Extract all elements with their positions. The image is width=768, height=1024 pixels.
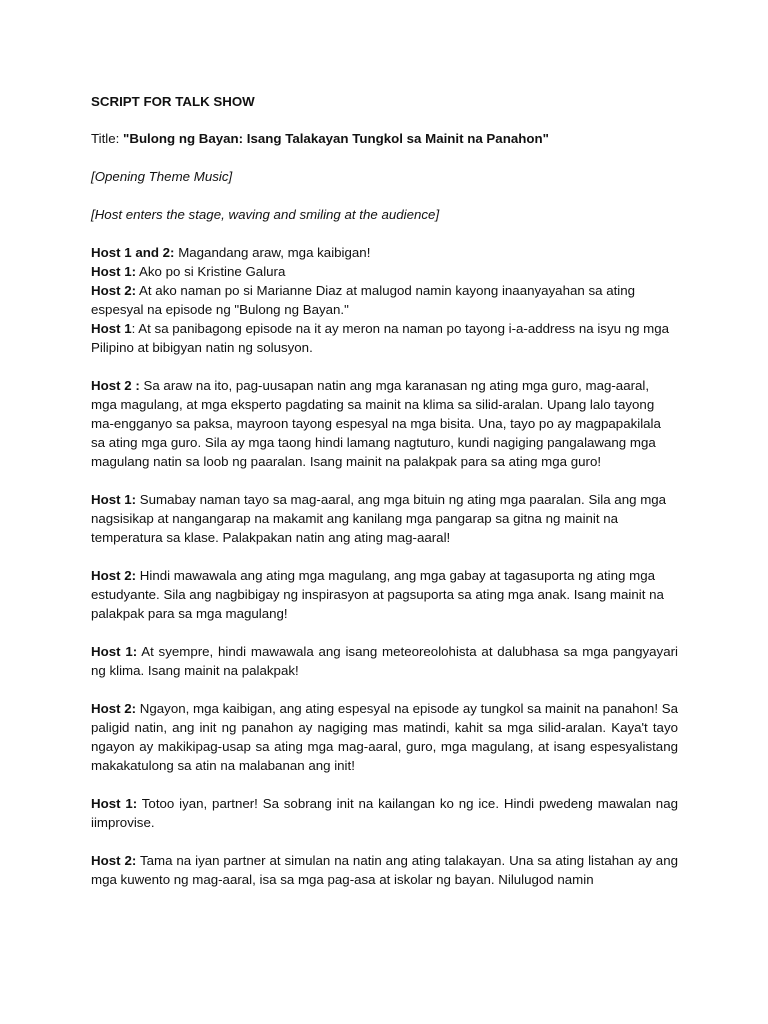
dialogue-paragraph [91, 642, 678, 680]
dialogue-paragraph [91, 490, 678, 547]
dialogue-text: Ako po si Kristine Galura [136, 264, 286, 279]
speaker-label: Host 2: [91, 568, 137, 583]
dialogue-text: Totoo iyan, partner! Sa sobrang init na kailangan ko ng ice. Hindi pwedeng mawalan nag iimprovise. [91, 796, 678, 830]
speaker-label: Host 1: [91, 796, 138, 811]
dialogue-line [91, 262, 678, 281]
dialogue-paragraph [91, 794, 678, 832]
dialogue-text: Tama na iyan partner at simulan na natin ang ating talakayan. Una sa ating listahan ay ang mga kuwento ng mag-aaral, isa sa mga pag-asa at iskolar ng bayan. Nilulugod namin [91, 853, 678, 887]
stage-direction-opening: [Opening Theme Music] [91, 169, 233, 184]
dialogue-paragraph [91, 699, 678, 775]
dialogue-line [91, 281, 678, 319]
dialogue-paragraph [91, 566, 678, 623]
title-label: Title [91, 131, 116, 146]
dialogue-text: Sumabay naman tayo sa mag-aaral, ang mga bituin ng ating mga paaralan. Sila ang mga nagsisikap at nangangarap na makamit ang kanilang mga pangarap sa gitna ng mainit na temperatura sa klase. Palakpakan natin ang ating mag-aaral! [91, 492, 667, 545]
dialogue-text: Sa araw na ito, pag-uusapan natin ang mga karanasan ng ating mga guro, mag-aaral, mga magulang, at mga eksperto pagdating sa mainit na klima sa silid-aralan. Upang lalo tayong ma-engganyo sa paksa, mayroon tayong espesyal na mga bisita. Una, tayo po ay magpapakilala sa ating mga guro. Sila ay mga taong hindi lamang nagtuturo, kundi nagiging pangalawang mga magulang natin sa loob ng paaralan. Isang mainit na palakpak para sa ating mga guro! [91, 378, 661, 469]
script-page [91, 92, 678, 908]
dialogue-text: Ngayon, mga kaibigan, ang ating espesyal na episode ay tungkol sa mainit na panahon! Sa paligid natin, ang init ng panahon ay nagiging mas matindi, kahit sa mga silid-aralan. Kaya't tayo ngayon ay makikipag-usap sa ating mga mag-aaral, guro, mga magulang, at isang espesyalistang makakatulong sa atin na malabanan ang init! [91, 701, 678, 773]
dialogue-text: At syempre, hindi mawawala ang isang meteoreolohista at dalubhasa sa mga pangyayari ng klima. Isang mainit na palakpak! [91, 644, 678, 678]
speaker-label: Host 2: [91, 283, 137, 298]
stage-direction-host-enters: [Host enters the stage, waving and smiling at the audience] [91, 207, 440, 222]
speaker-label: Host 2 : [91, 378, 140, 393]
dialogue-text: : At sa panibagong episode na it ay meron na naman po tayong i-a-address na isyu ng mga Pilipino at bibigyan natin ng solusyon. [91, 321, 670, 355]
speaker-label: Host 1 [91, 321, 132, 336]
speaker-label: Host 1: [91, 492, 137, 507]
speaker-label: Host 1 and 2: [91, 245, 175, 260]
dialogue-text: Hindi mawawala ang ating mga magulang, ang mga gabay at tagasuporta ng ating mga estudyante. Sila ang nagbibigay ng inspirasyon at pagsuporta sa ating mga anak. Isang mainit na palakpak para sa mga magulang! [91, 568, 664, 621]
speaker-label: Host 2: [91, 701, 137, 716]
speaker-label: Host 1: [91, 644, 138, 659]
dialogue-text: Magandang araw, mga kaibigan! [174, 245, 371, 260]
intro-block [91, 243, 678, 357]
title-separator: : [115, 131, 124, 146]
dialogue-line [91, 319, 678, 357]
speaker-label: Host 1: [91, 264, 137, 279]
dialogue-line [91, 243, 678, 262]
speaker-label: Host 2: [91, 853, 137, 868]
dialogue-text: At ako naman po si Marianne Diaz at malugod namin kayong inaanyayahan sa ating espesyal na episode ng "Bulong ng Bayan." [91, 283, 636, 317]
title-row [91, 129, 678, 148]
dialogue-paragraph [91, 376, 678, 471]
title-value: "Bulong ng Bayan: Isang Talakayan Tungkol sa Mainit na Panahon" [123, 131, 549, 146]
dialogue-paragraph [91, 851, 678, 889]
document-heading: SCRIPT FOR TALK SHOW [91, 94, 255, 109]
